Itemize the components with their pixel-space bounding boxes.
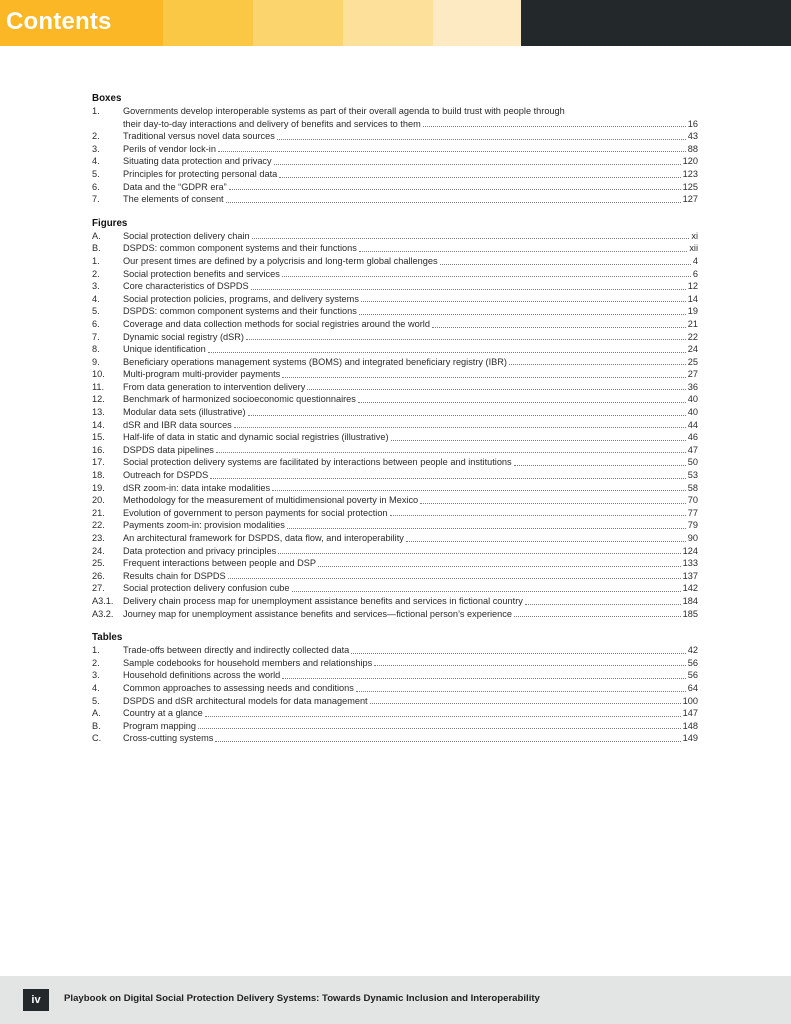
- toc-entry-label: Perils of vendor lock-in: [123, 143, 216, 154]
- toc-entry-label: Multi-program multi-provider payments: [123, 369, 281, 380]
- toc-entry-page: 56: [687, 657, 698, 668]
- toc-entry-number: 5.: [92, 695, 100, 706]
- toc-entry[interactable]: [92, 720, 698, 733]
- toc-entry-page: 36: [687, 381, 698, 392]
- toc-entry[interactable]: [92, 595, 698, 608]
- toc-entry-page: 184: [682, 595, 698, 606]
- toc-entry-page: 58: [687, 482, 698, 493]
- toc-entry-number: 1.: [92, 106, 100, 116]
- toc-leader-dots: [282, 678, 685, 679]
- toc-entry-number: 1.: [92, 645, 100, 656]
- toc-entry[interactable]: [92, 305, 698, 318]
- toc-entry-number: 2.: [92, 657, 100, 668]
- toc-entry[interactable]: [92, 419, 698, 432]
- toc-entry[interactable]: [92, 143, 698, 156]
- toc-entry[interactable]: [92, 280, 698, 293]
- toc-entry-label: Common approaches to assessing needs and conditions: [123, 682, 354, 693]
- toc-leader-dots: [391, 440, 686, 441]
- toc-leader-dots: [307, 389, 685, 390]
- toc-entry[interactable]: [92, 406, 698, 419]
- toc-entry-page: 21: [687, 318, 698, 329]
- toc-entry-page: 12: [687, 281, 698, 292]
- toc-entry-page: 42: [687, 645, 698, 656]
- toc-leader-dots: [248, 415, 686, 416]
- toc-entry-number: 4.: [92, 682, 100, 693]
- toc-leader-dots: [208, 352, 686, 353]
- toc-leader-dots: [390, 515, 686, 516]
- header-band-dark: [521, 0, 791, 46]
- toc-entry-label: Traditional versus novel data sources: [123, 131, 275, 142]
- toc-leader-dots: [278, 553, 680, 554]
- toc-leader-dots: [272, 490, 686, 491]
- toc-entry-page: 70: [687, 495, 698, 506]
- toc-entry-number: 22.: [92, 520, 105, 531]
- toc-entry-label: Journey map for unemployment assistance benefits and services—fictional person’s experience: [123, 608, 512, 619]
- toc-entry-number: 9.: [92, 356, 100, 367]
- toc-entry-number: 24.: [92, 545, 105, 556]
- toc-entry-label: Our present times are defined by a polycrisis and long-term global challenges: [123, 255, 438, 266]
- toc-entry[interactable]: [92, 657, 698, 670]
- toc-entry[interactable]: [92, 608, 698, 621]
- toc-entry-label: Payments zoom-in: provision modalities: [123, 520, 285, 531]
- toc-leader-dots: [509, 364, 686, 365]
- toc-entry-number: 25.: [92, 558, 105, 569]
- toc-entry-label: Data protection and privacy principles: [123, 545, 277, 556]
- toc-leader-dots: [252, 238, 690, 239]
- toc-leader-dots: [229, 189, 681, 190]
- toc-entry-number: 5.: [92, 168, 100, 179]
- toc-leader-dots: [251, 289, 686, 290]
- toc-entry-label: Social protection benefits and services: [123, 268, 280, 279]
- toc-entry[interactable]: [92, 469, 698, 482]
- toc-entry-number: 20.: [92, 495, 105, 506]
- toc-entry-page: 47: [687, 444, 698, 455]
- toc-entry[interactable]: [92, 494, 698, 507]
- toc-entry[interactable]: [92, 444, 698, 457]
- toc-entry-number: 11.: [92, 381, 105, 392]
- toc-entry[interactable]: [92, 669, 698, 682]
- toc-leader-dots: [292, 591, 681, 592]
- toc-entry-number: A.: [92, 230, 101, 241]
- toc-leader-dots: [282, 377, 686, 378]
- toc-entry[interactable]: [92, 644, 698, 657]
- toc-entry-label: Dynamic social registry (dSR): [123, 331, 244, 342]
- toc-entry-number: C.: [92, 733, 102, 744]
- toc-entry-number: 17.: [92, 457, 105, 468]
- section-title-boxes: Boxes: [92, 93, 122, 104]
- toc-entry-label: Trade-offs between directly and indirectly collected data: [123, 645, 350, 656]
- toc-leader-dots: [359, 314, 686, 315]
- toc-entry-label: dSR zoom-in: data intake modalities: [123, 482, 271, 493]
- toc-entry-label: Principles for protecting personal data: [123, 168, 278, 179]
- toc-entry[interactable]: [92, 130, 698, 143]
- toc-entry[interactable]: [92, 356, 698, 369]
- toc-entry-label: Country at a glance: [123, 708, 203, 719]
- toc-entry-label: Methodology for the measurement of multidimensional poverty in Mexico: [123, 495, 419, 506]
- toc-entry-page: 40: [687, 407, 698, 418]
- toc-entry-number: 3.: [92, 143, 100, 154]
- toc-entry-number: 6.: [92, 318, 100, 329]
- section-spacer: [92, 620, 698, 631]
- toc-entry-number: 14.: [92, 419, 105, 430]
- page-number-badge: iv: [23, 989, 49, 1011]
- toc-entry-label: Social protection policies, programs, and delivery systems: [123, 293, 359, 304]
- toc-entry-page: xii: [689, 243, 698, 254]
- toc-leader-dots: [246, 339, 686, 340]
- toc-entry-label: DSPDS: common component systems and their functions: [123, 306, 357, 317]
- toc-leader-dots: [420, 503, 686, 504]
- toc-entry-label: Data and the “GDPR era”: [123, 181, 227, 192]
- toc-entry[interactable]: [92, 570, 698, 583]
- footer-bar: [0, 976, 791, 1024]
- toc-entry-label: Situating data protection and privacy: [123, 156, 272, 167]
- toc-entry-page: 16: [687, 118, 698, 129]
- toc-entry-number: 7.: [92, 194, 100, 205]
- toc-entry[interactable]: [92, 343, 698, 356]
- toc-entry-label: DSPDS: common component systems and their functions: [123, 243, 357, 254]
- toc-leader-dots: [432, 327, 686, 328]
- toc-leader-dots: [440, 264, 691, 265]
- toc-entry[interactable]: [92, 532, 698, 545]
- toc-leader-dots: [226, 202, 681, 203]
- toc-entry-page: 90: [687, 533, 698, 543]
- toc-entry-label: From data generation to intervention delivery: [123, 381, 306, 392]
- header-band-5: [433, 0, 521, 46]
- toc-entry[interactable]: [92, 242, 698, 255]
- toc-entry-page: 147: [682, 708, 698, 719]
- toc-leader-dots: [277, 139, 686, 140]
- toc-entry-page: 137: [682, 570, 698, 581]
- toc-entry-number: 2.: [92, 268, 100, 279]
- toc-entry-number: 12.: [92, 394, 105, 405]
- toc-entry-label: Cross-cutting systems: [123, 733, 214, 744]
- toc-entry-page: 120: [682, 156, 698, 167]
- toc-entry-page: 123: [682, 168, 698, 179]
- toc-entry-number: A3.2.: [92, 608, 114, 619]
- toc-entry[interactable]: [92, 331, 698, 344]
- toc-entry-number: 26.: [92, 570, 105, 581]
- toc-leader-dots: [234, 427, 686, 428]
- toc-entry-number: 7.: [92, 331, 100, 342]
- toc-entry-number: 4.: [92, 156, 100, 167]
- toc-entry-number: 18.: [92, 470, 105, 481]
- toc-leader-dots: [215, 741, 680, 742]
- toc-entry-page: 79: [687, 520, 698, 531]
- toc-entry-page: 50: [687, 457, 698, 468]
- toc-leader-dots: [216, 452, 686, 453]
- toc-entry-page: 27: [687, 369, 698, 380]
- toc-entry-number: 21.: [92, 507, 105, 518]
- header-bar: [0, 0, 791, 46]
- toc-entry-page: 40: [687, 394, 698, 405]
- header-band-2: [163, 0, 253, 46]
- toc-entry-page: 44: [687, 419, 698, 430]
- toc-leader-dots: [356, 691, 686, 692]
- toc-entry-number: 1.: [92, 255, 100, 266]
- header-band-4: [343, 0, 433, 46]
- toc-leader-dots: [370, 703, 681, 704]
- toc-entry-label: Core characteristics of DSPDS: [123, 281, 249, 292]
- toc-entry-label: Delivery chain process map for unemployment assistance benefits and services in fictional country: [123, 595, 523, 606]
- toc-entry-label: Half-life of data in static and dynamic social registries (illustrative): [123, 432, 389, 443]
- toc-entry-number: 8.: [92, 344, 100, 355]
- section-spacer: [92, 206, 698, 217]
- toc-entry[interactable]: [92, 230, 698, 243]
- toc-leader-dots: [205, 716, 681, 717]
- footer-book-title: Playbook on Digital Social Protection Delivery Systems: Towards Dynamic Inclusion and Interoperability: [64, 993, 540, 1004]
- toc-entry-number: 10.: [92, 369, 105, 380]
- toc-entry-label: Frequent interactions between people and DSP: [123, 558, 317, 569]
- toc-leader-dots: [361, 301, 686, 302]
- toc-entry-page: 100: [682, 695, 698, 706]
- toc-entry-label: Governments develop interoperable systems as part of their overall agenda to build trust with people through: [123, 106, 565, 116]
- toc-entry[interactable]: [92, 155, 698, 168]
- toc-entry-label: Evolution of government to person payments for social protection: [123, 507, 388, 518]
- toc-leader-dots: [198, 728, 681, 729]
- toc-entry[interactable]: [92, 456, 698, 469]
- toc-entry[interactable]: [92, 682, 698, 695]
- toc-entry-label-continued: their day-to-day interactions and delivery of benefits and services to them: [123, 118, 421, 129]
- toc-entry-page: xi: [691, 230, 698, 241]
- toc-entry-label: Sample codebooks for household members and relationships: [123, 657, 373, 668]
- toc-entry-page: 64: [687, 682, 698, 693]
- toc-entry[interactable]: [92, 181, 698, 194]
- toc-entry-label: Social protection delivery chain: [123, 230, 250, 241]
- toc-entry-number: 13.: [92, 407, 105, 418]
- toc-leader-dots: [210, 478, 685, 479]
- toc-leader-dots: [514, 616, 681, 617]
- toc-entry-page: 133: [682, 558, 698, 569]
- toc-entry-number: 6.: [92, 181, 100, 192]
- toc-entry-label: DSPDS data pipelines: [123, 444, 214, 455]
- toc-entry[interactable]: [92, 381, 698, 394]
- toc-entry-label: Beneficiary operations management systems (BOMS) and integrated beneficiary registry (IBR): [123, 356, 507, 367]
- toc-entry-page: 148: [682, 720, 698, 731]
- toc-leader-dots: [374, 665, 686, 666]
- toc-entry-label: Outreach for DSPDS: [123, 470, 209, 481]
- toc-leader-dots: [351, 653, 686, 654]
- toc-entry-label: An architectural framework for DSPDS, data flow, and interoperability: [123, 533, 404, 543]
- toc-entry-label: DSPDS and dSR architectural models for data management: [123, 695, 368, 706]
- toc-entry-page: 125: [682, 181, 698, 192]
- toc-entry-label: Program mapping: [123, 720, 197, 731]
- toc-leader-dots: [279, 177, 680, 178]
- toc-leader-dots: [423, 126, 686, 127]
- toc-entry-label: Social protection delivery systems are facilitated by interactions between people and institutions: [123, 457, 512, 468]
- toc-entry[interactable]: [92, 105, 698, 130]
- toc-entry[interactable]: [92, 519, 698, 532]
- toc-entry[interactable]: [92, 707, 698, 720]
- toc-entry-page: 24: [687, 344, 698, 355]
- toc-entry[interactable]: [92, 255, 698, 268]
- toc-entry-page: 46: [687, 432, 698, 443]
- toc-entry-number: B.: [92, 720, 101, 731]
- table-of-contents: [92, 92, 698, 745]
- toc-entry-page: 53: [687, 470, 698, 481]
- toc-entry-page: 25: [687, 356, 698, 367]
- toc-leader-dots: [358, 402, 686, 403]
- toc-entry[interactable]: [92, 582, 698, 595]
- toc-entry[interactable]: [92, 557, 698, 570]
- toc-entry[interactable]: [92, 482, 698, 495]
- toc-leader-dots: [525, 604, 681, 605]
- toc-entry-number: 3.: [92, 670, 100, 681]
- toc-entry-first-line: [92, 105, 698, 118]
- toc-leader-dots: [359, 251, 687, 252]
- toc-entry-page: 56: [687, 670, 698, 681]
- toc-leader-dots: [514, 465, 686, 466]
- toc-entry-number: 23.: [92, 533, 105, 543]
- toc-entry-number: A.: [92, 708, 101, 719]
- toc-entry-page: 142: [682, 583, 698, 594]
- toc-entry-page: 185: [682, 608, 698, 619]
- toc-entry-label: dSR and IBR data sources: [123, 419, 232, 430]
- toc-entry-number: 15.: [92, 432, 105, 443]
- toc-entry-label: Coverage and data collection methods for social registries around the world: [123, 318, 430, 329]
- toc-leader-dots: [228, 578, 681, 579]
- toc-entry-page: 127: [682, 194, 698, 205]
- section-title-tables: Tables: [92, 632, 123, 644]
- toc-entry[interactable]: [92, 695, 698, 708]
- toc-entry-number: 2.: [92, 131, 100, 142]
- toc-entry[interactable]: [92, 168, 698, 181]
- toc-entry[interactable]: [92, 732, 698, 745]
- toc-entry-page: 6: [692, 268, 698, 279]
- toc-entry-number: 4.: [92, 293, 100, 304]
- page-title: Contents: [6, 8, 112, 35]
- toc-entry[interactable]: [92, 268, 698, 281]
- toc-entry-number: B.: [92, 243, 101, 254]
- toc-leader-dots: [406, 541, 686, 542]
- toc-entry-page: 88: [687, 143, 698, 154]
- section-title-figures: Figures: [92, 217, 128, 229]
- toc-entry[interactable]: [92, 393, 698, 406]
- toc-leader-dots: [218, 151, 686, 152]
- toc-entry-page: 22: [687, 331, 698, 342]
- toc-entry-page: 43: [687, 131, 698, 142]
- toc-entry-page: 4: [692, 255, 698, 266]
- toc-entry-label: Results chain for DSPDS: [123, 570, 226, 581]
- header-band-3: [253, 0, 343, 46]
- toc-entry-page: 124: [682, 545, 698, 556]
- toc-entry-number: 5.: [92, 306, 100, 317]
- toc-entry-label: Benchmark of harmonized socioeconomic questionnaires: [123, 394, 356, 405]
- toc-entry-number: 16.: [92, 444, 105, 455]
- toc-entry-label: Household definitions across the world: [123, 670, 281, 681]
- toc-entry-label: Modular data sets (illustrative): [123, 407, 246, 418]
- toc-entry[interactable]: [92, 193, 698, 206]
- toc-entry-number: A3.1.: [92, 595, 114, 606]
- toc-leader-dots: [287, 528, 686, 529]
- toc-entry-page: 77: [687, 507, 698, 518]
- toc-entry-label: The elements of consent: [123, 194, 224, 205]
- toc-entry[interactable]: [92, 368, 698, 381]
- toc-entry-page: 14: [687, 293, 698, 304]
- toc-entry[interactable]: [92, 318, 698, 331]
- toc-entry-number: 19.: [92, 482, 105, 493]
- toc-entry-number: 3.: [92, 281, 100, 292]
- toc-leader-dots: [282, 276, 691, 277]
- toc-entry[interactable]: [92, 293, 698, 306]
- toc-leader-dots: [274, 164, 681, 165]
- toc-entry-second-line: [92, 118, 698, 131]
- toc-entry-label: Unique identification: [123, 344, 206, 355]
- toc-entry[interactable]: [92, 507, 698, 520]
- toc-entry[interactable]: [92, 431, 698, 444]
- toc-entry-page: 19: [687, 306, 698, 317]
- toc-entry-label: Social protection delivery confusion cube: [123, 583, 290, 594]
- toc-entry[interactable]: [92, 545, 698, 558]
- toc-leader-dots: [318, 566, 681, 567]
- toc-entry-number: 27.: [92, 583, 105, 594]
- toc-entry-page: 149: [682, 733, 698, 744]
